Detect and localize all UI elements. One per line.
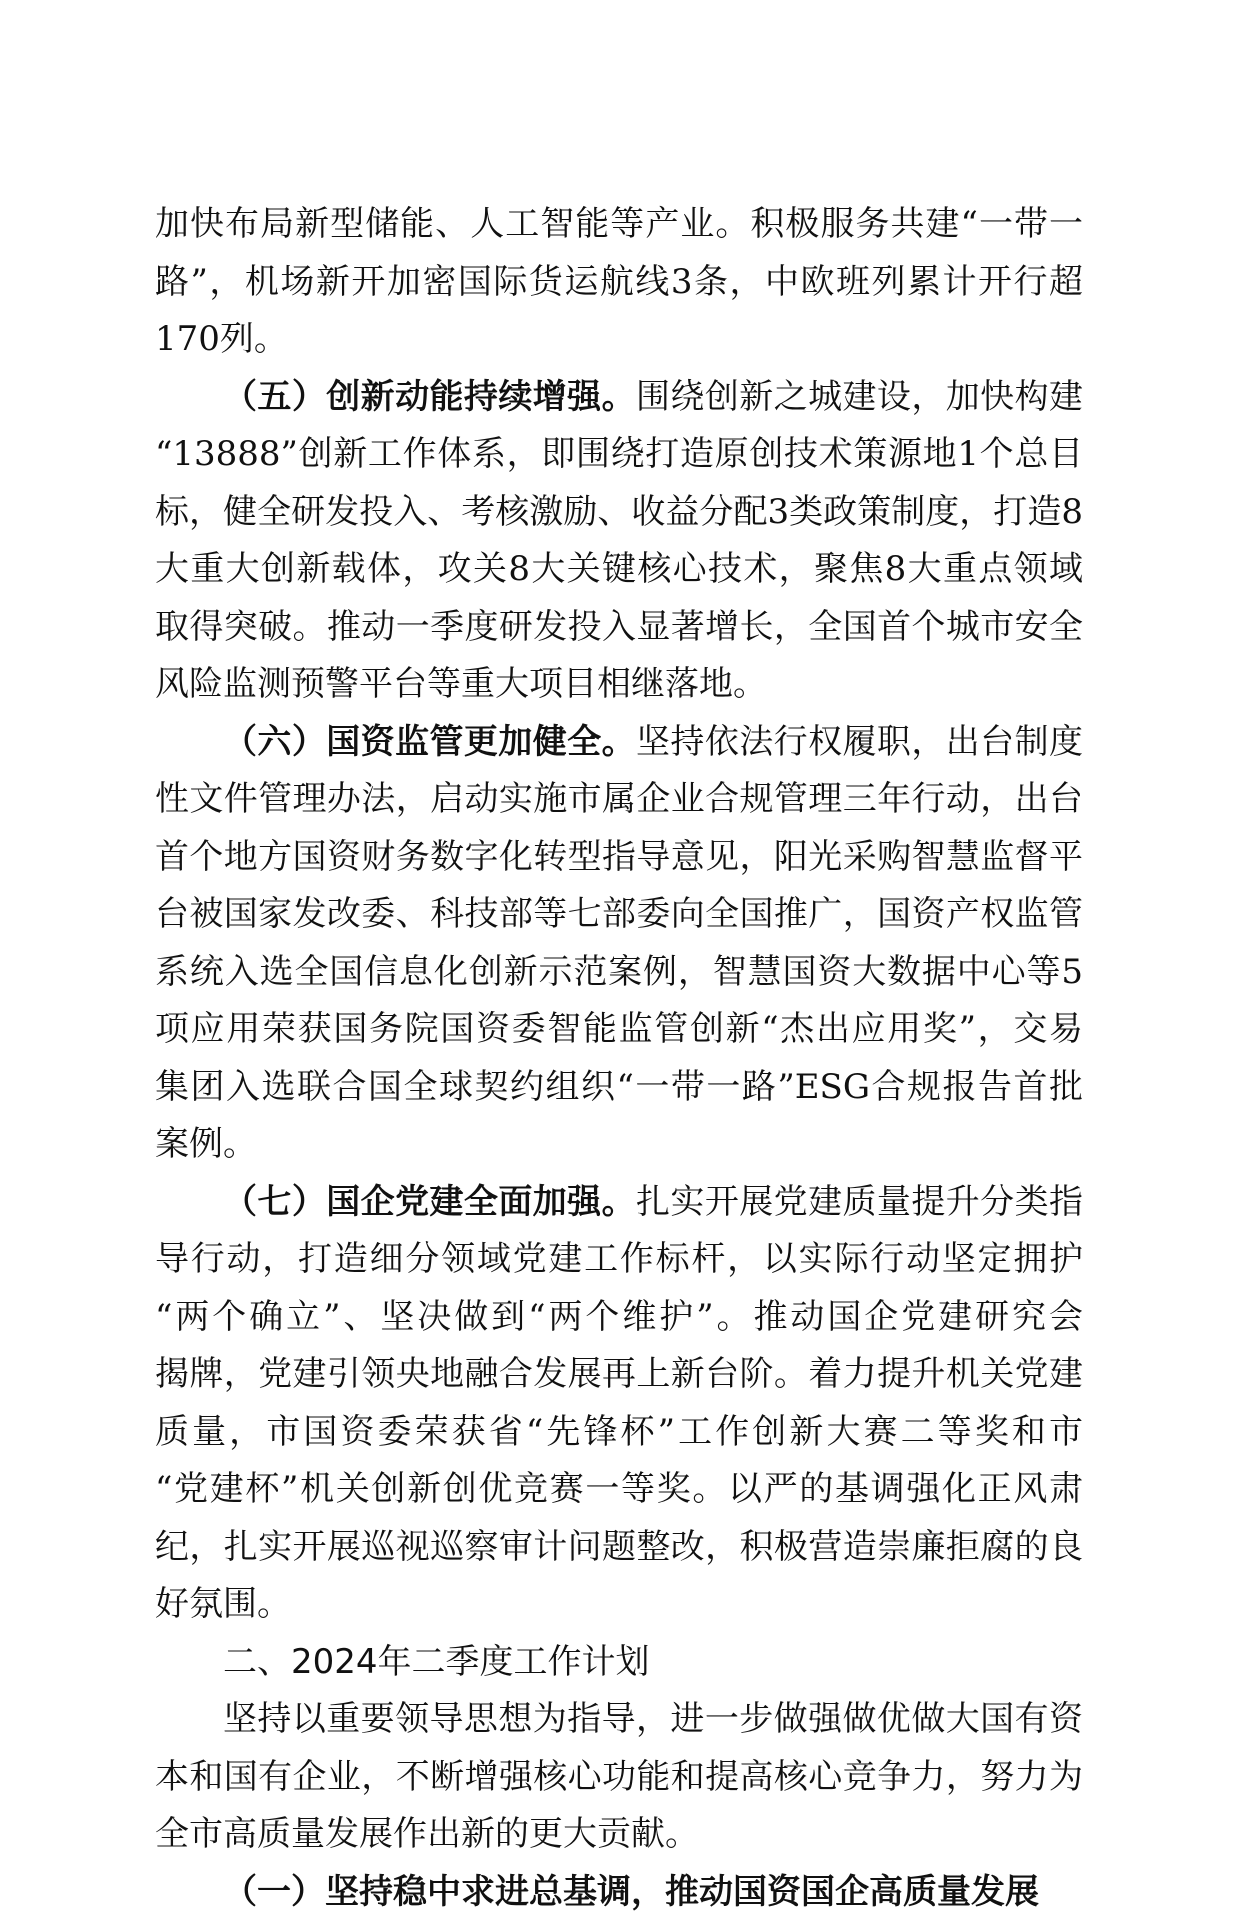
text-line xyxy=(155,369,1083,427)
paragraph-h3 xyxy=(155,1864,1083,1921)
text-line xyxy=(155,196,1083,254)
paragraph-lead: （七）国企党建全面加强。 xyxy=(223,1182,636,1222)
text-line xyxy=(155,484,1083,542)
text-line xyxy=(155,1231,1083,1289)
line-text: 导行动，打造细分领域党建工作标杆，以实际行动坚定拥护 xyxy=(155,1239,1083,1279)
text-line xyxy=(155,829,1083,887)
text-line xyxy=(155,1691,1083,1749)
text-line xyxy=(155,1576,1083,1634)
line-text: 好氛围。 xyxy=(155,1584,291,1624)
line-text: 性文件管理办法，启动实施市属企业合规管理三年行动，出台 xyxy=(155,779,1083,819)
text-line xyxy=(155,426,1083,484)
text-line xyxy=(155,886,1083,944)
line-text: 170列。 xyxy=(155,319,288,359)
line-text: “两个确立”、坚决做到“两个维护”。推动国企党建研究会 xyxy=(155,1297,1083,1337)
text-line xyxy=(155,311,1083,369)
line-text: 全市高质量发展作出新的更大贡献。 xyxy=(155,1814,699,1854)
text-line xyxy=(155,254,1083,312)
line-text: 首个地方国资财务数字化转型指导意见，阳光采购智慧监督平 xyxy=(155,837,1083,877)
line-text: 纪，扎实开展巡视巡察审计问题整改，积极营造崇廉拒腐的良 xyxy=(155,1527,1083,1567)
text-line xyxy=(155,656,1083,714)
text-line xyxy=(155,1461,1083,1519)
line-text: 揭牌，党建引领央地融合发展再上新台阶。着力提升机关党建 xyxy=(155,1354,1083,1394)
line-text: 风险监测预警平台等重大项目相继落地。 xyxy=(155,664,767,704)
paragraph-h2 xyxy=(155,1634,1083,1692)
line-text: 路”，机场新开加密国际货运航线3条，中欧班列累计开行超 xyxy=(155,262,1083,302)
text-line xyxy=(155,1001,1083,1059)
paragraph-lead: （六）国资监管更加健全。 xyxy=(223,722,636,762)
paragraph-p5 xyxy=(155,369,1083,714)
line-text: 坚持以重要领导思想为指导，进一步做强做优做大国有资 xyxy=(223,1699,1083,1739)
text-line xyxy=(155,1289,1083,1347)
line-text: 坚持依法行权履职，出台制度 xyxy=(636,722,1083,762)
line-text: 台被国家发改委、科技部等七部委向全国推广，国资产权监管 xyxy=(155,894,1083,934)
document-page xyxy=(155,196,1083,1921)
line-text: “13888”创新工作体系，即围绕打造原创技术策源地1个总目 xyxy=(155,434,1083,474)
text-line xyxy=(155,1404,1083,1462)
text-line xyxy=(155,944,1083,1002)
section-heading: 二、2024年二季度工作计划 xyxy=(155,1634,1083,1692)
line-text: 项应用荣获国务院国资委智能监管创新“杰出应用奖”，交易 xyxy=(155,1009,1083,1049)
paragraph-p7 xyxy=(155,1174,1083,1634)
text-line xyxy=(155,599,1083,657)
text-line xyxy=(155,714,1083,772)
paragraph-p1 xyxy=(155,196,1083,369)
subsection-heading: （一）坚持稳中求进总基调，推动国资国企高质量发展 xyxy=(155,1864,1083,1921)
line-text: 案例。 xyxy=(155,1124,257,1164)
line-text: 质量，市国资委荣获省“先锋杯”工作创新大赛二等奖和市 xyxy=(155,1412,1083,1452)
line-text: “党建杯”机关创新创优竞赛一等奖。以严的基调强化正风肃 xyxy=(155,1469,1083,1509)
line-text: 扎实开展党建质量提升分类指 xyxy=(636,1182,1083,1222)
line-text: 标，健全研发投入、考核激励、收益分配3类政策制度，打造8 xyxy=(155,492,1083,532)
line-text: 加快布局新型储能、人工智能等产业。积极服务共建“一带一 xyxy=(155,204,1083,244)
text-line xyxy=(155,1806,1083,1864)
line-text: 取得突破。推动一季度研发投入显著增长，全国首个城市安全 xyxy=(155,607,1083,647)
line-text: 围绕创新之城建设，加快构建 xyxy=(636,377,1083,417)
line-text: 本和国有企业，不断增强核心功能和提高核心竞争力，努力为 xyxy=(155,1757,1083,1797)
text-line xyxy=(155,1116,1083,1174)
text-line xyxy=(155,1174,1083,1232)
text-line xyxy=(155,771,1083,829)
paragraph-p8 xyxy=(155,1691,1083,1864)
line-text: 大重大创新载体，攻关8大关键核心技术，聚焦8大重点领域 xyxy=(155,549,1083,589)
line-text: 集团入选联合国全球契约组织“一带一路”ESG合规报告首批 xyxy=(155,1067,1083,1107)
text-line xyxy=(155,1346,1083,1404)
paragraph-lead: （五）创新动能持续增强。 xyxy=(223,377,636,417)
text-line xyxy=(155,1749,1083,1807)
paragraph-p6 xyxy=(155,714,1083,1174)
text-line xyxy=(155,541,1083,599)
text-line xyxy=(155,1059,1083,1117)
line-text: 系统入选全国信息化创新示范案例，智慧国资大数据中心等5 xyxy=(155,952,1083,992)
text-line xyxy=(155,1519,1083,1577)
